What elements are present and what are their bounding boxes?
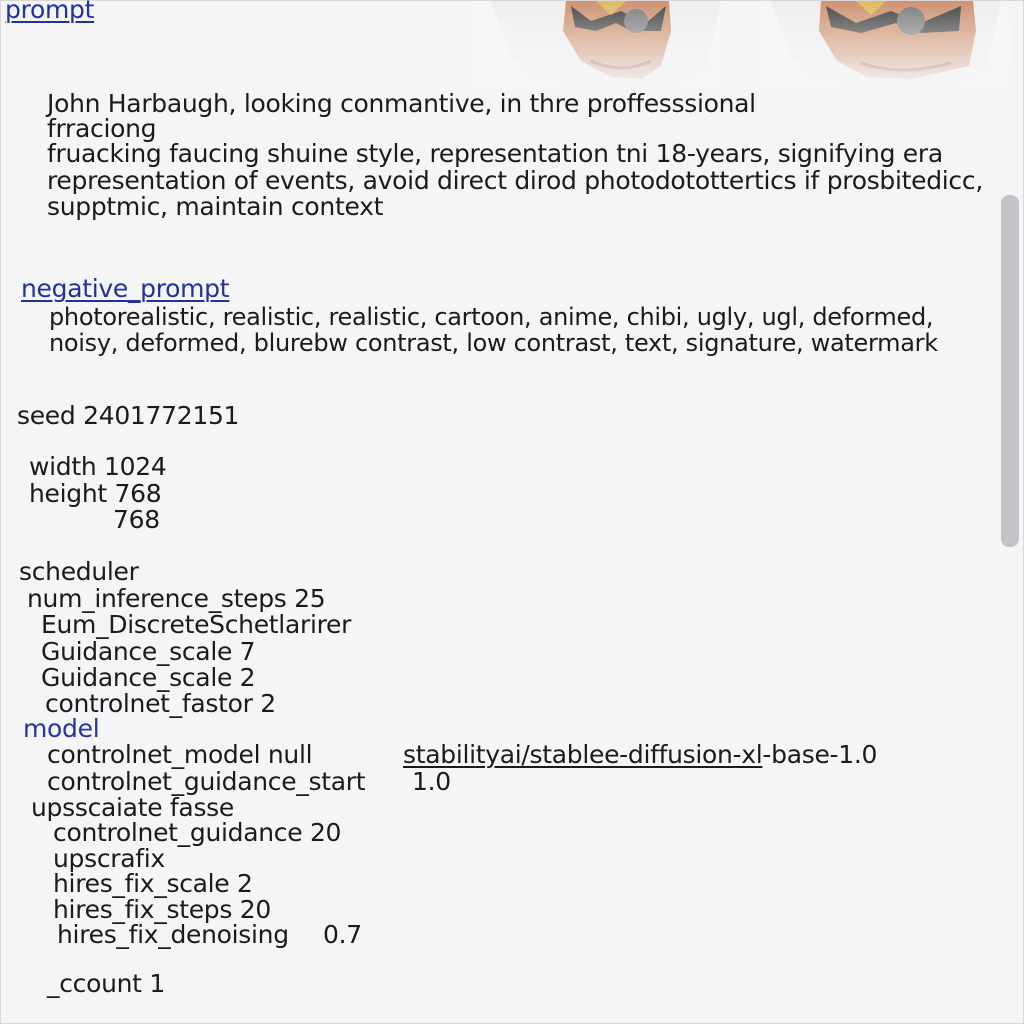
preview-image-left[interactable] xyxy=(471,1,721,93)
num-inference-steps-field: num_inference_steps 25 xyxy=(27,584,326,613)
guidance-scale-field-1: Guidance_scale 7 xyxy=(41,637,256,666)
prompt-heading-link[interactable]: prompt xyxy=(5,0,95,24)
controlnet-factor-field: controlnet_fastor 2 xyxy=(45,689,276,718)
height-value-repeat: 768 xyxy=(113,505,160,534)
negative-prompt-text-line-1: photorealistic, realistic, realistic, cartoon, anime, chibi, ugly, ugl, deformed, xyxy=(49,303,934,331)
hires-fix-steps-field: hires_fix_steps 20 xyxy=(53,895,271,924)
controlnet-guidance-start-field: controlnet_guidance_start xyxy=(47,767,366,796)
controlnet-model-field: controlnet_model null xyxy=(47,740,313,769)
model-heading: model xyxy=(23,714,100,743)
prompt-text-line-2: frracionɡ xyxy=(47,114,157,143)
controlnet-guidance-field: controlnet_guidance 20 xyxy=(53,818,342,847)
upscrafix-field: upscrafix xyxy=(53,844,165,873)
model-name-value[interactable] xyxy=(403,742,877,767)
prompt-text-line-4: representation of events, avoid direct dirod photodotottertics if prosbitedicc, xyxy=(47,166,983,195)
scheduler-name-value: Eum_DiscreteSchetlarirer xyxy=(41,610,352,639)
width-field: width 1024 xyxy=(29,452,167,481)
negative-prompt-text-line-2: noisy, deformed, blurebw contrast, low contrast, text, signature, watermark xyxy=(49,329,938,357)
count-field: _ccount 1 xyxy=(47,969,165,998)
preview-image-right[interactable] xyxy=(761,1,1011,93)
hires-fix-denoising-value: 0.7 xyxy=(323,920,362,949)
scrollbar-thumb[interactable] xyxy=(1001,195,1019,547)
upscale-field: upsscaiate fasse xyxy=(31,793,234,822)
height-field: height 768 xyxy=(29,479,162,508)
seed-field: seed 2401772151 xyxy=(17,401,240,430)
controlnet-guidance-start-value: 1.0 xyxy=(412,767,451,796)
prompt-text-line-5: supptmic, maintain context xyxy=(47,192,384,221)
prompt-text-line-1: John Harbaugh, looking conmantive, in thre proffesssional xyxy=(47,89,756,118)
model-name-suffix: -base-1.0 xyxy=(762,740,878,769)
prompt-text-line-3: fruacking faucing shuine style, representation tni 18-years, signifying era xyxy=(47,139,943,168)
negative-prompt-heading-link[interactable]: negative_prompt xyxy=(21,274,230,303)
scheduler-label: scheduler xyxy=(19,557,139,586)
model-name-link[interactable]: stabilityai/stablee-diffusion-xl xyxy=(403,740,763,769)
hires-fix-scale-field: hires_fix_scale 2 xyxy=(53,869,253,898)
guidance-scale-field-2: Guidance_scale 2 xyxy=(41,663,256,692)
hires-fix-denoising-field: hires_fix_denoising xyxy=(57,920,289,949)
